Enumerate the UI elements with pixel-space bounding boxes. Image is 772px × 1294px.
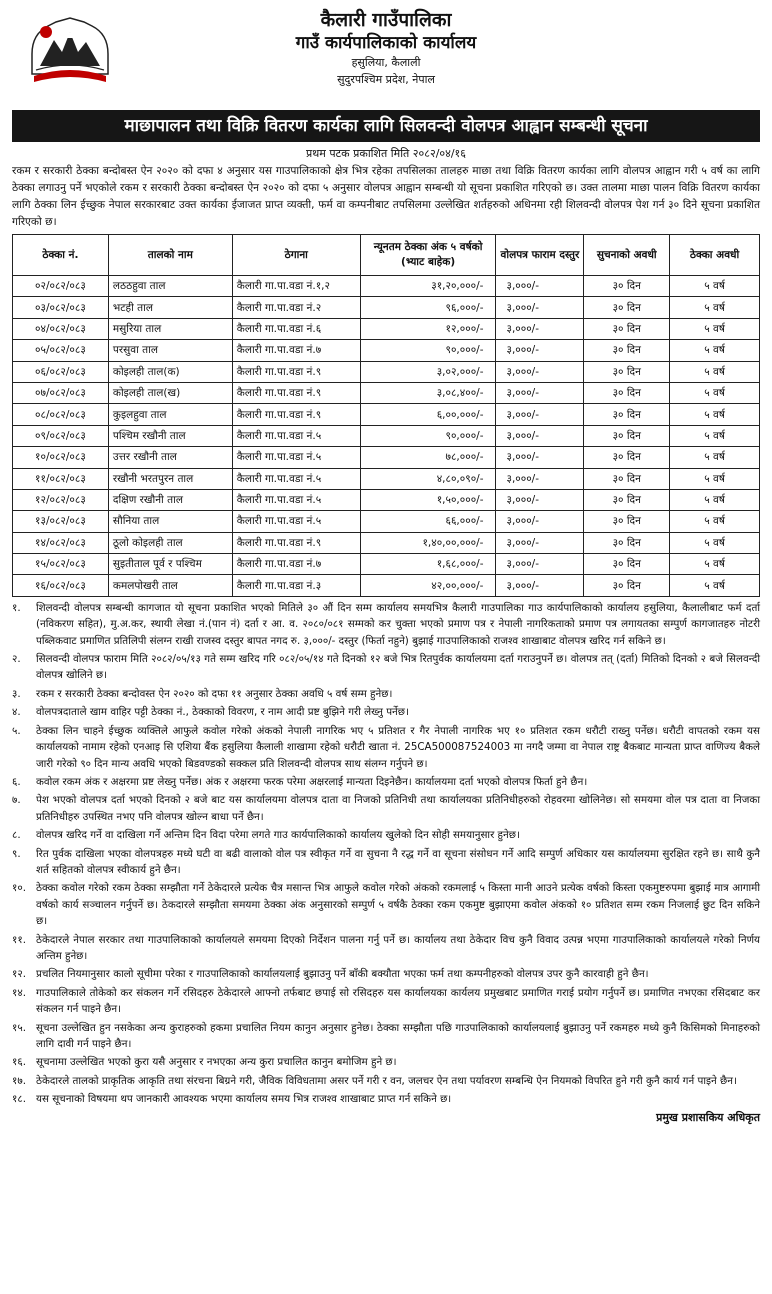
condition-text: रित पुर्वक दाखिला भएका वोलपत्रहरु मध्ये घटी वा बढी वालाको वोल पत्र स्वीकृत गर्ने वा सुचना नै रद्ध गर्ने वा सूचना संसोधन गर्ने आदि सम्पुर्ण अधिकार यस कार्यालयमा सुरक्षित रहने छ। साथै कुनै शर्त सहितको वोलपत्र स्वीकार्य हुने छैन। xyxy=(36,847,760,876)
col-header-min-amount: न्यूनतम ठेक्का अंक ५ वर्षको (भ्याट बाहेक) xyxy=(360,235,496,276)
cell-notice-period: ३० दिन xyxy=(584,554,670,575)
cell-contract-period: ५ वर्ष xyxy=(670,554,760,575)
cell-contract-no: १०/०८२/०८३ xyxy=(13,447,109,468)
cell-contract-period: ५ वर्ष xyxy=(670,511,760,532)
condition-text: वोलपत्रदाताले खाम वाहिर पट्टी ठेक्का नं., ठेक्काको विवरण, र नाम आदी प्रष्ट बुझिने गरी लेख्नु पर्नेछ। xyxy=(36,706,409,719)
condition-text: रकम र सरकारी ठेक्का बन्दोवस्त ऐन २०२० को दफा ११ अनुसार ठेक्का अवधि ५ वर्ष सम्म हुनेछ। xyxy=(36,687,393,700)
municipality-emblem-icon xyxy=(26,14,114,86)
cell-contract-no: ०२/०८२/०८३ xyxy=(13,276,109,297)
col-header-form-fee: वोलपत्र फाराम दस्तुर xyxy=(496,235,584,276)
cell-notice-period: ३० दिन xyxy=(584,532,670,553)
cell-lake-name: कमलपोखरी ताल xyxy=(108,575,232,596)
table-row xyxy=(13,361,760,382)
cell-min-amount: १२,०००/- xyxy=(360,318,496,339)
table-row xyxy=(13,447,760,468)
cell-contract-no: ०९/०८२/०८३ xyxy=(13,425,109,446)
condition-number: ७. xyxy=(12,794,21,807)
condition-item xyxy=(12,651,760,684)
cell-contract-no: १४/०८२/०८३ xyxy=(13,532,109,553)
condition-number: ८. xyxy=(12,829,21,842)
cell-contract-period: ५ वर्ष xyxy=(670,447,760,468)
cell-form-fee: ३,०००/- xyxy=(496,468,584,489)
table-header-row xyxy=(13,235,760,276)
cell-contract-period: ५ वर्ष xyxy=(670,318,760,339)
conditions-list xyxy=(12,600,760,1108)
col-header-lake-name: तालको नाम xyxy=(108,235,232,276)
table-row xyxy=(13,532,760,553)
intro-paragraph: रकम र सरकारी ठेक्का बन्दोबस्त ऐन २०२० को दफा ४ अनुसार यस गाउपालिकाको क्षेत्र भित्र रहेका तपसिलका तालहरु माछा तथा विक्रि वितरण कार्यका लागि वोलपत्र आह्वान गरी ५ वर्ष का लागि ठेक्का लगाउनु पर्ने भएकोले रकम र सरकारी ठेक्का बन्दोबस्त ऐन २०२० को दफा ५ अनुसार वोलपत्र आह्वान सम्बन्धी यो सूचना प्रकाशित गरिएको छ। उक्त तालमा माछा पालन विक्रि वितरण कार्यका लागि ठेक्का लिन ईच्छुक नेपाल सरकारबाट उक्त कार्यका ईजाजत प्राप्त व्यक्ती, फर्म वा कम्पनीबाट तपसिलमा उल्लेखित शर्तहरुको अधिनमा रही शिलवन्दी वोलपत्र पेश गर्न ३० दिने सूचना प्रकाशित गरिएको छ। xyxy=(12,165,760,228)
tender-table xyxy=(12,234,760,597)
cell-notice-period: ३० दिन xyxy=(584,468,670,489)
table-row xyxy=(13,468,760,489)
cell-form-fee: ३,०००/- xyxy=(496,276,584,297)
cell-contract-no: ०७/०८२/०८३ xyxy=(13,382,109,403)
condition-text: वोलपत्र खरिद गर्ने वा दाखिला गर्ने अन्तिम दिन विदा परेमा लगते गाउ कार्यपालिकाको कार्यालय खुलेको दिन सोही समयानुसार हुनेछ। xyxy=(36,829,520,842)
address-line-1: हसुलिया, कैलाली xyxy=(351,56,421,69)
cell-lake-name: सुइतीताल पूर्व र पश्चिम xyxy=(108,554,232,575)
condition-item xyxy=(12,774,760,790)
cell-notice-period: ३० दिन xyxy=(584,404,670,425)
condition-item xyxy=(12,686,760,702)
cell-min-amount: ९०,०००/- xyxy=(360,425,496,446)
cell-address: कैलारी गा.पा.वडा नं.९ xyxy=(232,382,360,403)
cell-form-fee: ३,०००/- xyxy=(496,318,584,339)
table-row xyxy=(13,489,760,510)
cell-min-amount: ३,०८,४००/- xyxy=(360,382,496,403)
cell-notice-period: ३० दिन xyxy=(584,340,670,361)
published-date: प्रथम पटक प्रकाशित मिति २०८२/०४/१६ xyxy=(306,147,466,160)
condition-item xyxy=(12,792,760,825)
col-header-contract-period: ठेक्का अवधी xyxy=(670,235,760,276)
cell-address: कैलारी गा.पा.वडा नं.५ xyxy=(232,447,360,468)
cell-notice-period: ३० दिन xyxy=(584,575,670,596)
cell-form-fee: ३,०००/- xyxy=(496,297,584,318)
condition-text: प्रचलित नियमानुसार कालो सूचीमा परेका र गाउपालिकाको कार्यालयलाई बुझाउनु पर्ने बाँकी बक्यौता भएका फर्म तथा कम्पनीहरुको वोलपत्र उपर कुनै कारवाही हुने छैन। xyxy=(36,968,649,981)
condition-number: १५. xyxy=(12,1021,26,1034)
cell-notice-period: ३० दिन xyxy=(584,382,670,403)
cell-min-amount: ९०,०००/- xyxy=(360,340,496,361)
cell-contract-period: ५ वर्ष xyxy=(670,404,760,425)
cell-min-amount: ९६,०००/- xyxy=(360,297,496,318)
cell-lake-name: लठठहुवा ताल xyxy=(108,276,232,297)
cell-min-amount: ४२,००,०००/- xyxy=(360,575,496,596)
condition-number: ९. xyxy=(12,847,21,860)
condition-item xyxy=(12,966,760,982)
cell-form-fee: ३,०००/- xyxy=(496,575,584,596)
condition-item xyxy=(12,723,760,772)
cell-address: कैलारी गा.पा.वडा नं.७ xyxy=(232,554,360,575)
cell-lake-name: कुइलहुवा ताल xyxy=(108,404,232,425)
cell-min-amount: ३,०२,०००/- xyxy=(360,361,496,382)
cell-lake-name: मसुरिया ताल xyxy=(108,318,232,339)
condition-number: ३. xyxy=(12,687,21,700)
table-row xyxy=(13,297,760,318)
cell-form-fee: ३,०००/- xyxy=(496,361,584,382)
cell-lake-name: भटही ताल xyxy=(108,297,232,318)
condition-text: शिलवन्दी वोलपत्र सम्बन्धी कागजात यो सूचना प्रकाशित भएको मितिले ३० औं दिन सम्म कार्यालय समयभित्र कैलारी गाउपालिका गाउ कार्यपालिकाको कार्यालय हसुलिया, कैलालीबाट फर्म दर्ता (नविकरण सहित), मु.अ.कर, स्थायी लेखा नं.(पान नं) दर्ता र आ. व. २०८०/०८१ सम्मको कर चुक्ता भएको प्रमाण पत्र र नेपाली नागरिकताको प्रमाण पत्र लगायतका सम्पुर्ण कागजातहरु नोटरी पब्लिकवाट प्रमाणित प्रतिलिपी संलग्न राखी राजस्व दस्तुर बापत नगद रु. ३,०००/- दस्तुर (फिर्ता नहुने) बुझाई गाउपालिकाको राजश्व शाखाबाट वोलपत्र खरिद गर्न सकिने छ। xyxy=(36,601,760,647)
condition-text: यस सूचनाको विषयमा थप जानकारी आवश्यक भएमा कार्यालय समय भित्र राजश्व शाखाबाट प्राप्त गर्न सकिने छ। xyxy=(36,1093,452,1106)
cell-contract-no: १६/०८२/०८३ xyxy=(13,575,109,596)
col-header-address: ठेगाना xyxy=(232,235,360,276)
condition-number: १८. xyxy=(12,1093,26,1106)
cell-contract-no: ०६/०८२/०८३ xyxy=(13,361,109,382)
condition-item xyxy=(12,600,760,649)
cell-lake-name: कोइलही ताल(क) xyxy=(108,361,232,382)
cell-address: कैलारी गा.पा.वडा नं.३ xyxy=(232,575,360,596)
condition-number: १७. xyxy=(12,1074,26,1087)
condition-text: गाउपालिकाले तोकेको कर संकलन गर्ने रसिदहरु ठेकेदारले आफ्नो तर्फबाट छपाई सो रसिदहरु यस कार्यालयका कार्यलय प्रमुखबाट प्रमाणित गराई प्रयोग गर्नुपर्ने छ। प्रमाणित नभएका रसिदबाट कर संकलन गर्न पाइने छैन। xyxy=(36,986,760,1016)
table-row xyxy=(13,425,760,446)
cell-contract-period: ५ वर्ष xyxy=(670,340,760,361)
condition-item xyxy=(12,1073,760,1089)
cell-contract-no: १५/०८२/०८३ xyxy=(13,554,109,575)
cell-notice-period: ३० दिन xyxy=(584,425,670,446)
cell-contract-period: ५ वर्ष xyxy=(670,361,760,382)
condition-item xyxy=(12,846,760,879)
cell-address: कैलारी गा.पा.वडा नं.५ xyxy=(232,425,360,446)
condition-text: पेश भएको वोलपत्र दर्ता भएको दिनको २ बजे बाट यस कार्यालयमा वोलपत्र दाता वा निजको प्रतिनिधी तथा कार्यालयका प्रतिनिधीहरुको रोहवरमा खोलिनेछ। सो समयमा वोल पत्र दाता वा निजका प्रतिनिधीहरु उपस्थित नभए पनि वोलपत्र खोल्न बाधा पर्ने छैन। xyxy=(36,794,760,823)
condition-item xyxy=(12,880,760,929)
condition-text: ठेक्का लिन चाहने ईच्छुक व्यक्तिले आफुले कवोल गरेको अंकको नेपाली नागरिक भए ५ प्रतिशत र गैर नेपाली नागरिक भए १० प्रतिशत रकम धरौटी राख्नु पर्नेछ। धरौटी वापतको रकम यस कार्यालयको नामाम रहेको एनआइ सि एशिया बैंक हसुलिया कैलाली शाखामा रहेको धरौटी खाता नं. 25CA500087524003 मा नगदै जम्मा वा नेपाल राष्ट्र बैकबाट मान्यता प्राप्त वाणिज्य बैकले जारी गरेको ९० दिन मान्य अवधि भएको बिडवण्डको सक्कल प्रति शिलवन्दी वोलपत्र साथ संलग्न गर्नुपने छ। xyxy=(36,724,760,770)
condition-item xyxy=(12,1020,760,1053)
cell-min-amount: १,४०,००,०००/- xyxy=(360,532,496,553)
col-header-contract-no: ठेक्का नं. xyxy=(13,235,109,276)
cell-contract-period: ५ वर्ष xyxy=(670,532,760,553)
cell-contract-no: ०५/०८२/०८३ xyxy=(13,340,109,361)
address-line-2: सुदुरपश्चिम प्रदेश, नेपाल xyxy=(337,73,435,86)
cell-lake-name: परसुवा ताल xyxy=(108,340,232,361)
cell-form-fee: ३,०००/- xyxy=(496,554,584,575)
cell-form-fee: ३,०००/- xyxy=(496,340,584,361)
cell-form-fee: ३,०००/- xyxy=(496,447,584,468)
cell-notice-period: ३० दिन xyxy=(584,447,670,468)
table-row xyxy=(13,382,760,403)
cell-address: कैलारी गा.पा.वडा नं.९ xyxy=(232,361,360,382)
condition-item xyxy=(12,704,760,720)
condition-text: सिलवन्दी वोलपत्र फाराम मिति २०८२/०५/१३ गते सम्म खरिद गरि ०८२/०५/१४ गते दिनको १२ बजे भित्र रितपुर्वक कार्यालयमा दर्ता गराउनुपर्ने छ। वोलपत्र तत् (दर्ता) मितिको दिनको २ बजे सिलवन्दी वोलपत्र खोलिने छ। xyxy=(36,653,760,682)
cell-form-fee: ३,०००/- xyxy=(496,425,584,446)
cell-address: कैलारी गा.पा.वडा नं.९ xyxy=(232,404,360,425)
cell-min-amount: ७८,०००/- xyxy=(360,447,496,468)
cell-min-amount: १,५०,०००/- xyxy=(360,489,496,510)
cell-form-fee: ३,०००/- xyxy=(496,532,584,553)
cell-address: कैलारी गा.पा.वडा नं.१,२ xyxy=(232,276,360,297)
cell-address: कैलारी गा.पा.वडा नं.५ xyxy=(232,511,360,532)
condition-text: ठेकेदारले तालको प्राकृतिक आकृति तथा संरचना बिग्रने गरी, जैविक विविधतामा असर पर्ने गरी र वन, जलचर ऐन तथा पर्यावरण सम्बन्धि ऐन नियमको विपरित हुने गरी कुनै कार्य गर्न पाइने छैन। xyxy=(36,1074,737,1087)
cell-contract-period: ५ वर्ष xyxy=(670,468,760,489)
cell-contract-no: ११/०८२/०८३ xyxy=(13,468,109,489)
condition-number: १०. xyxy=(12,882,26,895)
table-row xyxy=(13,575,760,596)
cell-form-fee: ३,०००/- xyxy=(496,511,584,532)
notice-title: माछापालन तथा विक्रि वितरण कार्यका लागि सिलवन्दी वोलपत्र आह्वान सम्बन्धी सूचना xyxy=(12,110,760,142)
cell-min-amount: १,६८,०००/- xyxy=(360,554,496,575)
cell-min-amount: ६६,०००/- xyxy=(360,511,496,532)
cell-contract-no: ०३/०८२/०८३ xyxy=(13,297,109,318)
cell-lake-name: रखौनी भरतपुरन ताल xyxy=(108,468,232,489)
cell-address: कैलारी गा.पा.वडा नं.९ xyxy=(232,532,360,553)
condition-number: १२. xyxy=(12,968,26,981)
cell-notice-period: ३० दिन xyxy=(584,297,670,318)
table-row xyxy=(13,276,760,297)
cell-notice-period: ३० दिन xyxy=(584,489,670,510)
table-row xyxy=(13,404,760,425)
condition-number: ६. xyxy=(12,775,21,788)
org-name: कैलारी गाउँपालिका xyxy=(320,9,452,31)
condition-text: सूचना उल्लेखित हुन नसकेका अन्य कुराहरुको हकमा प्रचालित नियम कानुन अनुसार हुनेछ। ठेक्का सम्झौता पछि गाउपालिकाको कार्यालयलाई बुझाउनु पर्ने रकमहरु मध्ये कुनै किसिमको मिनाहरुको लागि दावी गर्न पाइने छैन। xyxy=(36,1021,760,1051)
table-row xyxy=(13,554,760,575)
cell-min-amount: ३१,२०,०००/- xyxy=(360,276,496,297)
office-name: गाउँ कार्यपालिकाको कार्यालय xyxy=(295,33,477,53)
cell-address: कैलारी गा.पा.वडा नं.६ xyxy=(232,318,360,339)
signatory: प्रमुख प्रशासकिय अधिकृत xyxy=(656,1110,760,1124)
cell-contract-period: ५ वर्ष xyxy=(670,575,760,596)
condition-text: ठेक्का कवोल गरेको रकम ठेक्का सम्झौता गर्ने ठेकेदारले प्रत्येक चैत्र मसान्त भित्र आफुले कवोल गरेको अंकको रकमलाई ५ किस्ता मानी आउने प्रत्येक वर्षको किस्ता एकमुष्टरुपमा बुझाई मात्र आगामी वर्षको कार्य सञ्चालन गर्नुपर्ने छ। ठेकदारले सम्झौता समयमा ठेक्का अंक अनुसारको सम्पुर्ण ५ वर्षकै ठेक्का रकम एकमुष्ट बुझाएमा कवोल अंकको १० प्रतिशत सम्म रकम निजलाई छुट दिन सकिने छ। xyxy=(36,882,760,928)
condition-number: १६. xyxy=(12,1056,26,1069)
cell-contract-no: १३/०८२/०८३ xyxy=(13,511,109,532)
condition-item xyxy=(12,1054,760,1070)
cell-form-fee: ३,०००/- xyxy=(496,382,584,403)
table-row xyxy=(13,340,760,361)
condition-item xyxy=(12,932,760,965)
cell-notice-period: ३० दिन xyxy=(584,276,670,297)
cell-lake-name: सौनिया ताल xyxy=(108,511,232,532)
condition-item xyxy=(12,1091,760,1107)
cell-form-fee: ३,०००/- xyxy=(496,404,584,425)
condition-item xyxy=(12,827,760,843)
cell-contract-no: १२/०८२/०८३ xyxy=(13,489,109,510)
cell-address: कैलारी गा.पा.वडा नं.५ xyxy=(232,468,360,489)
condition-number: ४. xyxy=(12,706,21,719)
condition-number: १४. xyxy=(12,986,26,999)
cell-contract-no: ०८/०८२/०८३ xyxy=(13,404,109,425)
col-header-notice-period: सुचनाको अवधी xyxy=(584,235,670,276)
cell-contract-period: ५ वर्ष xyxy=(670,276,760,297)
cell-lake-name: कोइलही ताल(ख) xyxy=(108,382,232,403)
table-row xyxy=(13,511,760,532)
cell-notice-period: ३० दिन xyxy=(584,361,670,382)
cell-form-fee: ३,०००/- xyxy=(496,489,584,510)
condition-item xyxy=(12,985,760,1018)
cell-contract-period: ५ वर्ष xyxy=(670,297,760,318)
cell-lake-name: पश्चिम रखौनी ताल xyxy=(108,425,232,446)
cell-address: कैलारी गा.पा.वडा नं.५ xyxy=(232,489,360,510)
cell-contract-period: ५ वर्ष xyxy=(670,382,760,403)
cell-address: कैलारी गा.पा.वडा नं.२ xyxy=(232,297,360,318)
table-body xyxy=(13,276,760,597)
cell-notice-period: ३० दिन xyxy=(584,318,670,339)
condition-text: सूचनामा उल्लेखित भएको कुरा यसै अनुसार र नभएका अन्य कुरा प्रचालित कानुन बमोजिम हुने छ। xyxy=(36,1056,397,1069)
condition-text: ठेकेदारले नेपाल सरकार तथा गाउपालिकाको कार्यालयले समयमा दिएको निर्देशन पालना गर्नु पर्ने छ। कार्यालय तथा ठेकेदार विच कुनै विवाद उत्पन्न भएमा गाउपालिकाको कार्यालयले गरेको निर्णय अन्तिम हुनेछ। xyxy=(36,933,760,962)
cell-lake-name: ठूलो कोइलही ताल xyxy=(108,532,232,553)
cell-address: कैलारी गा.पा.वडा नं.७ xyxy=(232,340,360,361)
table-row xyxy=(13,318,760,339)
cell-contract-period: ५ वर्ष xyxy=(670,425,760,446)
cell-min-amount: ४,८०,०९०/- xyxy=(360,468,496,489)
cell-notice-period: ३० दिन xyxy=(584,511,670,532)
cell-lake-name: दक्षिण रखौनी ताल xyxy=(108,489,232,510)
condition-number: ५. xyxy=(12,724,21,737)
cell-min-amount: ६,००,०००/- xyxy=(360,404,496,425)
condition-number: ११. xyxy=(12,933,26,946)
condition-number: २. xyxy=(12,653,21,666)
header xyxy=(12,8,760,108)
condition-number: १. xyxy=(12,601,21,614)
cell-contract-no: ०४/०८२/०८३ xyxy=(13,318,109,339)
cell-contract-period: ५ वर्ष xyxy=(670,489,760,510)
condition-text: कवोल रकम अंक र अक्षरमा प्रष्ट लेख्नु पर्नेछ। अंक र अक्षरमा फरक परेमा अक्षरलाई मान्यता दिइनेछैन। कार्यालयमा दर्ता भएको वोलपत्र फिर्ता हुने छैन। xyxy=(36,775,588,788)
cell-lake-name: उत्तर रखौनी ताल xyxy=(108,447,232,468)
